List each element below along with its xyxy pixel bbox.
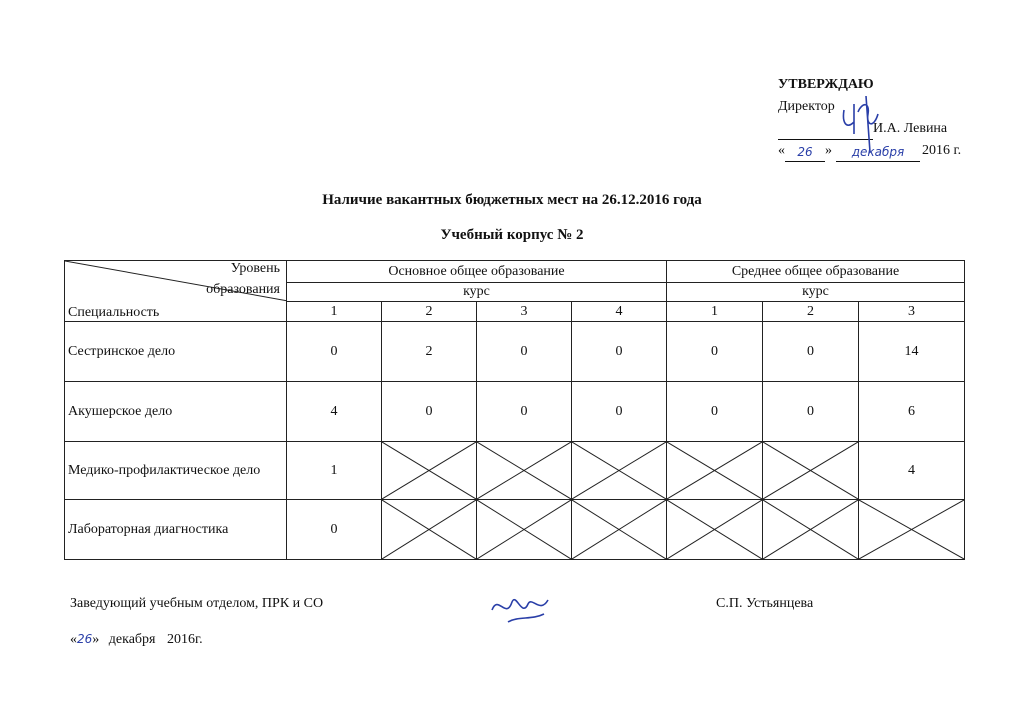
value-cell: 0	[763, 382, 859, 442]
approval-heading: УТВЕРЖДАЮ	[778, 77, 874, 92]
crossed-out-cell	[859, 500, 965, 560]
value-cell: 14	[859, 322, 965, 382]
value-cell: 0	[382, 382, 477, 442]
header-row-groups	[65, 261, 965, 283]
footer-position: Заведующий учебным отделом, ПРК и СО	[70, 596, 324, 611]
value-cell: 0	[572, 382, 667, 442]
course-number: 2	[382, 302, 477, 322]
value-cell: 0	[667, 382, 763, 442]
footer-date-day: 26	[77, 632, 93, 646]
page-subtitle: Учебный корпус № 2	[440, 227, 584, 243]
table-row	[65, 322, 965, 382]
date-open-quote: «	[778, 143, 785, 158]
value-cell: 0	[287, 322, 382, 382]
course-number: 1	[667, 302, 763, 322]
footer-date	[70, 632, 203, 648]
value-cell: 2	[382, 322, 477, 382]
crossed-out-cell	[477, 442, 572, 500]
course-number: 1	[287, 302, 382, 322]
date-close-quote: »	[825, 143, 832, 158]
footer-date-year: 2016г.	[166, 632, 203, 647]
value-cell: 0	[667, 322, 763, 382]
footer-date-month: декабря	[108, 632, 156, 647]
crossed-out-cell	[477, 500, 572, 560]
director-signature-icon	[836, 92, 886, 154]
group-secondary-header: Среднее общее образование	[667, 261, 965, 283]
approval-date-month: декабря	[836, 145, 920, 162]
approval-date-year: 2016 г.	[922, 143, 962, 158]
course-number: 3	[477, 302, 572, 322]
course-label-secondary: курс	[667, 283, 965, 302]
crossed-out-cell	[763, 442, 859, 500]
crossed-out-cell	[667, 500, 763, 560]
table-row	[65, 500, 965, 560]
value-cell: 6	[859, 382, 965, 442]
crossed-out-cell	[382, 500, 477, 560]
table-row	[65, 442, 965, 500]
table-row	[65, 382, 965, 442]
course-label-basic: курс	[287, 283, 667, 302]
value-cell: 1	[287, 442, 382, 500]
crossed-out-cell	[382, 442, 477, 500]
crossed-out-cell	[572, 442, 667, 500]
crossed-out-cell	[667, 442, 763, 500]
value-cell: 0	[287, 500, 382, 560]
crossed-out-cell	[763, 500, 859, 560]
value-cell: 0	[763, 322, 859, 382]
value-cell: 0	[477, 322, 572, 382]
vacancies-table	[64, 260, 965, 560]
approval-position: Директор	[778, 99, 835, 114]
page-title: Наличие вакантных бюджетных мест на 26.12.2016 года	[322, 192, 702, 208]
value-cell: 0	[477, 382, 572, 442]
group-basic-header: Основное общее образование	[287, 261, 667, 283]
footer-date-open-quote: «	[70, 632, 77, 647]
course-number: 4	[572, 302, 667, 322]
corner-cell	[65, 261, 287, 322]
corner-level-line1: Уровень	[230, 261, 280, 276]
course-number: 2	[763, 302, 859, 322]
head-signature-icon	[488, 590, 558, 630]
corner-specialty: Специальность	[68, 305, 160, 320]
footer-name: С.П. Устьянцева	[716, 596, 814, 611]
corner-level-line2: образования	[206, 282, 280, 297]
value-cell: 4	[859, 442, 965, 500]
specialty-name: Медико-профилактическое дело	[65, 442, 287, 500]
specialty-name: Акушерское дело	[65, 382, 287, 442]
specialty-name: Сестринское дело	[65, 322, 287, 382]
specialty-name: Лабораторная диагностика	[65, 500, 287, 560]
crossed-out-cell	[572, 500, 667, 560]
approval-name: И.А. Левина	[873, 121, 948, 136]
footer-date-close-quote: »	[92, 632, 100, 647]
value-cell: 4	[287, 382, 382, 442]
value-cell: 0	[572, 322, 667, 382]
course-number: 3	[859, 302, 965, 322]
approval-date-day: 26	[785, 145, 825, 162]
